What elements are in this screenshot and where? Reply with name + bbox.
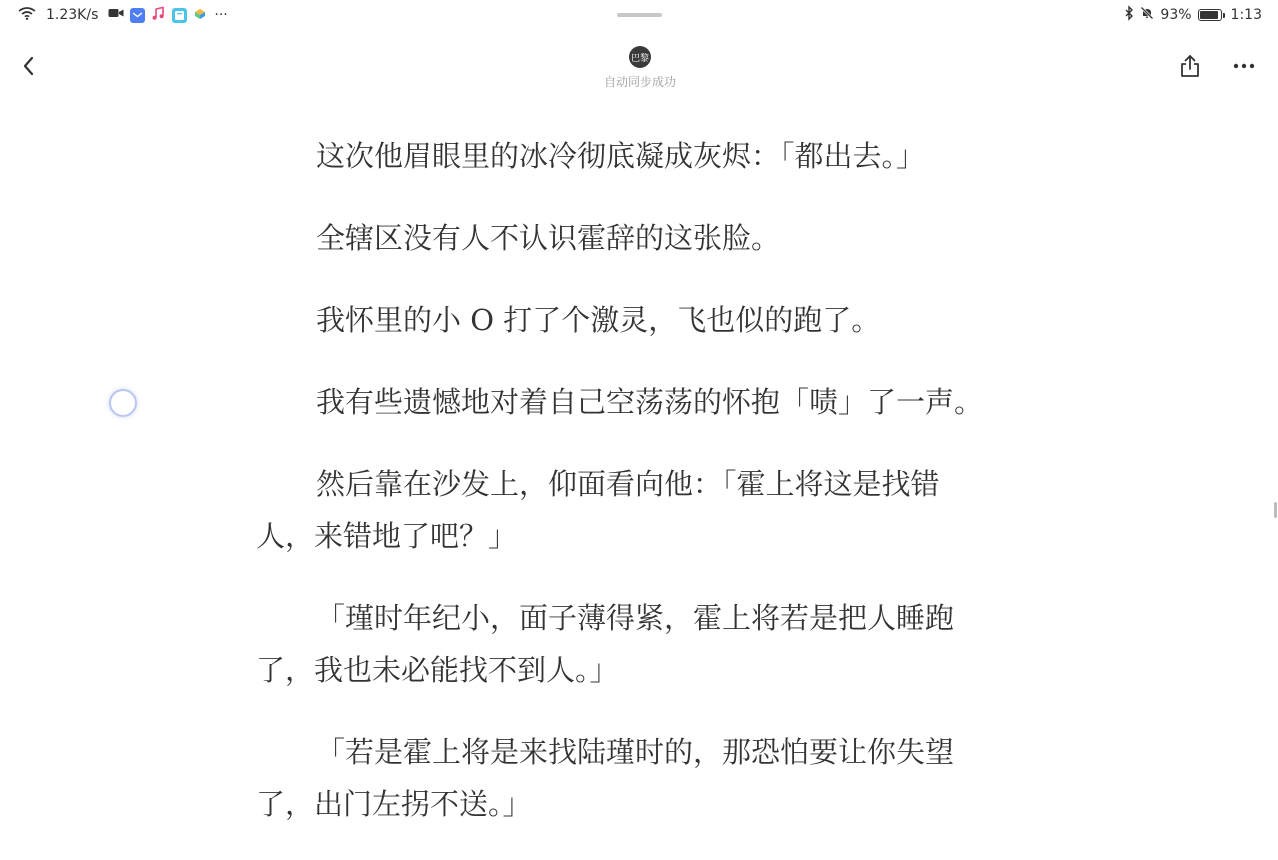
- battery-icon: [1198, 9, 1225, 21]
- paragraph: 我怀里的小 O 打了个激灵，飞也似的跑了。: [316, 303, 881, 337]
- paragraph: 我有些遗憾地对着自己空荡荡的怀抱「啧」了一声。: [316, 385, 984, 419]
- notes-app-icon: [172, 8, 187, 23]
- share-icon: [1180, 54, 1200, 78]
- status-left: [18, 6, 228, 25]
- reader-header: [0, 30, 1278, 100]
- puzzle-app-icon: [193, 6, 208, 25]
- scrollbar[interactable]: [1274, 502, 1277, 518]
- share-button[interactable]: [1176, 50, 1204, 82]
- more-notifications: ···: [214, 7, 228, 23]
- paragraph: 「若是霍上将是来找陆瑾时的，那恐怕要让你失望了，出门左拐不送。」: [256, 735, 955, 821]
- paragraph: 这次他眉眼里的冰冷彻底凝成灰烬：「都出去。」: [316, 139, 926, 173]
- paragraph: 全辖区没有人不认识霍辞的这张脸。: [316, 221, 781, 255]
- sync-status: 自动同步成功: [603, 75, 676, 89]
- window-drag-handle[interactable]: [617, 13, 662, 17]
- floating-assistive-button[interactable]: [109, 389, 137, 417]
- document-avatar[interactable]: 巴黎: [629, 46, 651, 68]
- paragraph: 「瑾时年纪小，面子薄得紧，霍上将若是把人睡跑了，我也未必能找不到人。」: [256, 601, 955, 687]
- status-right: [1124, 6, 1262, 24]
- video-icon: [108, 7, 124, 23]
- chevron-left-icon: [21, 55, 35, 77]
- battery-fill: [1200, 11, 1219, 19]
- back-button[interactable]: [12, 50, 44, 82]
- battery-percent: 93%: [1160, 7, 1192, 23]
- music-app-icon: [151, 6, 166, 25]
- paragraph: 然后靠在沙发上，仰面看向他：「霍上将这是找错人，来错地了吧？」: [256, 467, 940, 553]
- bluetooth-icon: [1124, 6, 1134, 24]
- document-info: [540, 46, 740, 90]
- mail-app-icon: [130, 8, 145, 23]
- network-speed: 1.23K/s: [46, 7, 99, 23]
- reader-content: [256, 130, 1016, 860]
- bell-off-icon: [1140, 6, 1154, 24]
- more-horizontal-icon: [1233, 63, 1255, 69]
- clock: 1:13: [1230, 7, 1262, 23]
- wifi-icon: [18, 6, 36, 24]
- more-options-button[interactable]: [1228, 50, 1260, 82]
